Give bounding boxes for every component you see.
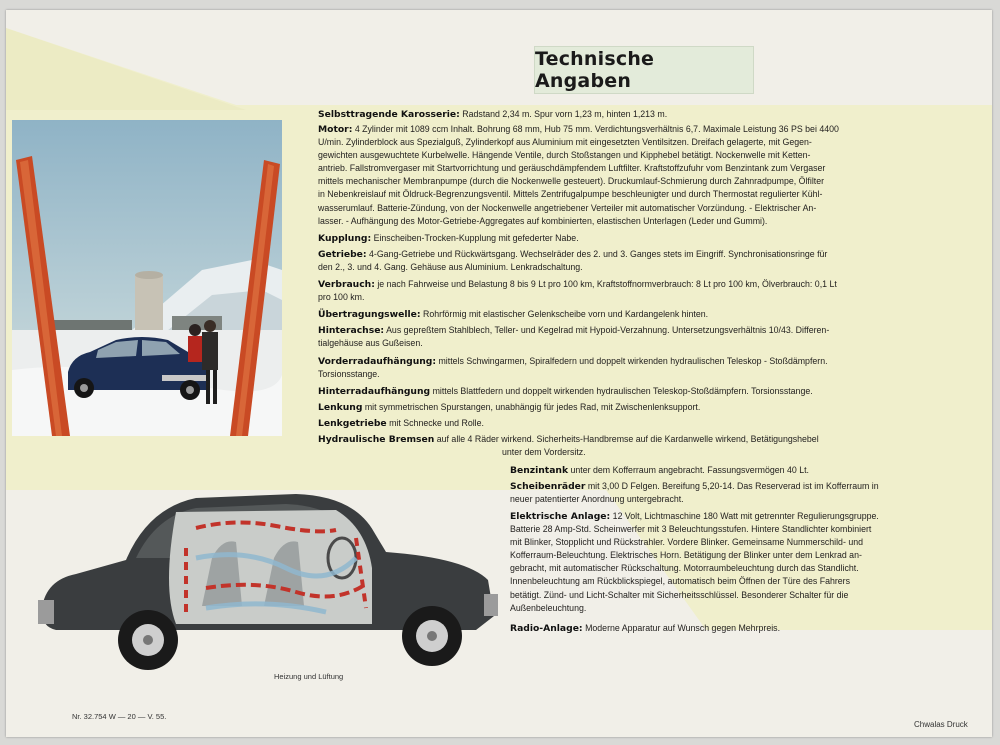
spec-text: 4-Gang-Getriebe und Rückwärtsgang. Wechselräder des 2. und 3. Ganges stets im Eingriff. Synchronisationsringe für — [369, 249, 828, 259]
spec-label: Verbrauch: — [318, 279, 375, 290]
print-number: Nr. 32.754 W — 20 — V. 55. — [72, 712, 167, 721]
spec-lenkung — [318, 401, 978, 414]
spec-label: Radio-Anlage: — [510, 623, 583, 634]
spec-text: Moderne Apparatur auf Wunsch gegen Mehrpreis. — [585, 623, 781, 633]
spec-text: mittels mechanischer Membranpumpe (durch die Nockenwelle gesteuert). Druckumlauf-Schmierung durch Zahnradpumpe, Ölfilter — [318, 176, 825, 187]
spec-label: Benzintank — [510, 465, 569, 476]
spec-label: Getriebe: — [318, 249, 367, 260]
spec-text: gewichten ausgewuchtete Kurbelwelle. Hängende Ventile, durch Stoßstangen und Kipphebel betätigt. Nockenwelle mit Ketten- — [318, 150, 811, 161]
spec-text: Innenbeleuchtung am Rückblickspiegel, automatisch beim Öffnen der Türe des Fahrers — [510, 576, 851, 587]
spec-text: Torsionsstange. — [318, 369, 380, 380]
spec-label: Hydraulische Bremsen — [318, 434, 435, 445]
spec-text: pro 100 km. — [318, 292, 365, 303]
spec-motor — [318, 123, 978, 228]
spec-text: in Nebenkreislauf mit Öldruck-Begrenzungsventil. Mittels Zentrifugalpumpe beschleunigter und durch Thermostat regulierter Kühl- — [318, 189, 823, 200]
spec-text: Außenbeleuchtung. — [510, 602, 587, 613]
spec-text: je nach Fahrweise und Belastung 8 bis 9 Lt pro 100 km, Kraftstoffnormverbrauch: 8 Lt pro 100 km, Ölverbrauch: 0,1 Lt — [377, 279, 837, 289]
spec-text: mit 3,00 D Felgen. Bereifung 5,20-14. Das Reserverad ist im Kofferraum in — [587, 481, 879, 491]
spec-text: 12 Volt, Lichtmaschine 180 Watt mit getrennter Regulierungsgruppe. — [612, 511, 879, 521]
spec-text: den 2., 3. und 4. Gang. Gehäuse aus Aluminium. Lenkradschaltung. — [318, 262, 583, 273]
spec-radio — [510, 622, 980, 635]
spec-label: Hinterradaufhängung — [318, 386, 431, 397]
spec-hinterradaufhaengung — [318, 385, 978, 398]
spec-text: mit Blinker, Stopplicht und Rückstrahler. Vordere Blinker. Gemeinsame Nummerschild- und — [510, 537, 864, 548]
spec-label: Kupplung: — [318, 233, 372, 244]
printer-credit: Chwalas Druck — [914, 720, 968, 729]
spec-text: Aus gepreßtem Stahlblech, Teller- und Kegelrad mit Hypoid-Verzahnung. Untersetzungsverhältnis 10/43. Differen- — [386, 325, 830, 335]
spec-getriebe — [318, 248, 978, 274]
spec-text: betätigt. Zünd- und Licht-Schalter mit Sicherheitsschlüssel. Besonderer Schalter für die — [510, 589, 849, 600]
spec-label: Vorderradaufhängung: — [318, 356, 437, 367]
spec-label: Hinterachse: — [318, 325, 385, 336]
spec-label: Lenkgetriebe — [318, 418, 387, 429]
spec-label: Lenkung — [318, 402, 363, 413]
spec-text: 4 Zylinder mit 1089 ccm Inhalt. Bohrung 68 mm, Hub 75 mm. Verdichtungsverhältnis 6,7. Maximale Leistung 36 PS bei 4400 — [354, 124, 839, 134]
spec-text: mit Schnecke und Rolle. — [389, 418, 484, 428]
spec-text: mittels Blattfedern und doppelt wirkenden hydraulischen Teleskop-Stoßdämpfern. Torsionsstange. — [432, 386, 813, 396]
spec-text: antrieb. Fallstromvergaser mit Startvorrichtung und geräuschdämpfendem Luftfilter. Kraftstoffzufuhr vom Benzintank zum Vergaser — [318, 163, 826, 174]
spec-label: Übertragungswelle: — [318, 309, 421, 320]
spec-label: Scheibenräder — [510, 481, 586, 492]
spec-text: Radstand 2,34 m. Spur vorn 1,23 m, hinten 1,213 m. — [462, 109, 668, 119]
spec-label: Selbsttragende Karosserie: — [318, 109, 460, 120]
spec-karosserie — [318, 108, 978, 121]
spec-text: tialgehäuse aus Gußeisen. — [318, 338, 423, 349]
spec-verbrauch — [318, 278, 978, 304]
illustration-caption: Heizung und Lüftung — [274, 672, 344, 681]
brochure-page — [6, 10, 992, 737]
spec-text: wasserumlauf. Batterie-Zündung, von der Nockenwelle angetriebener Verteiler mit automatischer Vorzündung. - Elektrischer An- — [318, 202, 817, 213]
spec-text: Batterie 28 Amp-Std. Scheinwerfer mit 3 Beleuchtungsstufen. Hintere Standlichter kombiniert — [510, 524, 872, 535]
spec-text: Einscheiben-Trocken-Kupplung mit gefederter Nabe. — [373, 233, 579, 243]
spec-scheibenraeder — [510, 480, 980, 506]
spec-text: unter dem Kofferraum angebracht. Fassungsvermögen 40 Lt. — [570, 465, 809, 475]
spec-vorderradaufhaengung — [318, 355, 978, 381]
spec-kupplung — [318, 232, 978, 245]
spec-text: Kofferraum-Beleuchtung. Elektrisches Horn. Betätigung der Blinker unter dem Lenkrad an- — [510, 550, 862, 561]
spec-benzintank — [510, 464, 980, 477]
page-title: Technische Angaben — [535, 48, 655, 92]
spec-text: lasser. - Aufhängung des Motor-Getriebe-Aggregates auf kombinierten, elastischen Unterlagen (Leder und Gummi). — [318, 215, 768, 226]
spec-hinterachse — [318, 324, 978, 350]
spec-text: neuer patentierter Anordnung untergebracht. — [510, 494, 684, 505]
spec-label: Motor: — [318, 124, 353, 135]
spec-text: U/min. Zylinderblock aus Spezialguß, Zylinderkopf aus Aluminium mit eingesetzten Ventilsitzen. Dreifach gelagerte, mit Gegen- — [318, 137, 812, 148]
spec-text: auf alle 4 Räder wirkend. Sicherheits-Handbremse auf die Kardanwelle wirkend, Betätigungshebel — [436, 434, 819, 444]
spec-text: mittels Schwingarmen, Spiralfedern und doppelt wirkenden hydraulischen Teleskop - Stoßdämpfern. — [438, 356, 828, 366]
car-cutaway-illustration — [36, 488, 506, 673]
spec-text: gebracht, mit automatischer Rückschaltung. Motorraumbeleuchtung durch das Standlicht. — [510, 563, 859, 574]
spec-elektrik — [510, 510, 980, 615]
spec-uebertragungswelle — [318, 308, 978, 321]
spec-text: mit symmetrischen Spurstangen, unabhängig für jedes Rad, mit Zwischenlenksupport. — [364, 402, 701, 412]
spec-label: Elektrische Anlage: — [510, 511, 611, 522]
spec-lenkgetriebe — [318, 417, 978, 430]
title-box — [534, 46, 754, 94]
spec-text: Rohrförmig mit elastischer Gelenkscheibe vorn und Kardangelenk hinten. — [423, 309, 709, 319]
spec-text: unter dem Vordersitz. — [502, 447, 586, 458]
spec-bremsen — [318, 433, 978, 459]
snow-photo — [12, 120, 282, 436]
